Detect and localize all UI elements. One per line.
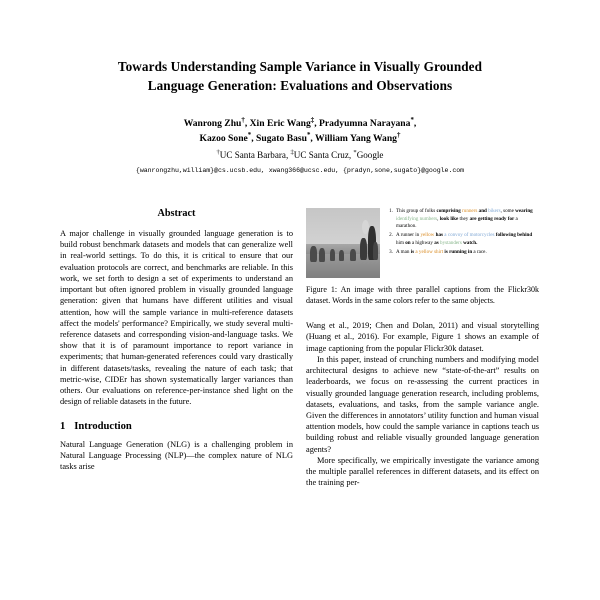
photo-figure-blob — [339, 250, 344, 261]
right-column-paragraph-2: In this paper, instead of crunching numbers and modifying model architectural designs to achieve new “state-of-the-art” results on leaderboards, we focus on re-assessing the current practices in visually grounded language generation research, including problems, datasets, evaluations, and tasks, from the sample variance angle. Given the differences in annotators’ utility function and human visual attention models, how could the sample variance in captions teach us building robust and reliable visually grounded language generation agents? — [306, 354, 539, 454]
caption-segment-blue: bikers — [486, 208, 501, 214]
right-column-body — [306, 320, 539, 488]
caption-segment-bold: look like — [439, 215, 459, 222]
caption-segment-bold: are getting ready for — [469, 215, 515, 222]
figure-1 — [306, 208, 539, 306]
caption-segment-bold: has — [435, 232, 444, 239]
caption-segment-plain: A man — [396, 249, 411, 256]
caption-segment-orange: yellow — [420, 232, 435, 239]
introduction-heading-label: Introduction — [74, 420, 132, 432]
abstract-body — [60, 228, 293, 408]
photo-figure-blob — [373, 242, 378, 260]
figure-1-image — [306, 208, 380, 278]
author-name-william-yang-wang: William Yang Wang — [315, 133, 397, 145]
author-name-wanrong-zhu: Wanrong Zhu — [183, 118, 242, 130]
author-name-kazoo-sone: Kazoo Sone — [199, 133, 248, 145]
author-mark-xin-eric-wang: ‡ — [310, 117, 315, 125]
affiliation-mark-ucsc: ‡ — [290, 148, 294, 156]
figure-1-content — [306, 208, 539, 278]
parallel-caption-item — [386, 232, 539, 247]
caption-segment-bold: wearing — [515, 208, 533, 214]
caption-segment-blue: a convoy of motorcycles — [443, 232, 496, 239]
caption-segment-orange: runners — [460, 208, 479, 214]
right-column — [306, 208, 539, 600]
parallel-caption-text — [396, 232, 539, 247]
abstract-heading: Abstract — [157, 208, 196, 219]
abstract-text: A major challenge in visually grounded language generation is to build robust benchmark datasets and models that can generalize well in real-world settings. To do this, it is critical to ensure that our evaluation protocols are correct, and benchmarks are reliable. In this work, we set forth to design a set of experiments to understand an important but often ignored problem in visually grounded language generation: given that humans have different utilities and visual attention, how will the sample variance in multi-reference datasets affect the models' performance? Empirically, we study several multi-reference datasets and corresponding vision-and-language tasks. We show that it is of paramount importance to report variance in experiments; that human-generated references could vary drastically in different datasets/tasks, revealing the nature of each task; that metric-wise, CIDEr has shown systematically larger variances than others. Our evaluations on reference-per-instance shed light on the design of reliable datasets in the future. — [60, 229, 293, 407]
photo-figure-blob — [319, 248, 325, 262]
photo-figure-blob — [310, 246, 317, 262]
parallel-caption-text — [396, 249, 539, 257]
caption-segment-plain: , some — [500, 208, 516, 214]
photo-figure-blob — [362, 220, 369, 234]
caption-segment-bold: on — [405, 240, 411, 247]
caption-segment-green: identifying numbers — [396, 215, 438, 222]
caption-segment-bold: following behind — [495, 232, 533, 239]
affiliation-ucsb: UC Santa Barbara — [219, 149, 286, 160]
author-mark-william-yang-wang: † — [396, 131, 401, 139]
author-name-pradyumna-narayana: Pradyumna Narayana — [319, 118, 411, 130]
caption-segment-plain: a highway — [410, 240, 435, 247]
author-mark-pradyumna-narayana: * — [410, 117, 414, 125]
caption-segment-bold: as — [434, 240, 439, 247]
page-title-line-2: Language Generation: Evaluations and Observations — [147, 77, 453, 93]
caption-segment-plain: A runner in — [396, 232, 421, 239]
photo-figure-blob — [360, 238, 367, 260]
introduction-body — [60, 439, 293, 473]
author-mark-wanrong-zhu: † — [241, 117, 245, 125]
caption-segment-bold: is running in — [444, 249, 473, 256]
title-block — [0, 0, 600, 175]
affiliation-mark-google: * — [353, 148, 357, 156]
caption-segment-plain: they — [458, 215, 470, 222]
caption-segment-plain: This group of folks — [396, 208, 437, 214]
author-list — [62, 117, 538, 146]
page-title-line-1: Towards Understanding Sample Variance in Visually Grounded — [117, 59, 483, 74]
affiliation-ucsc: UC Santa Cruz — [293, 149, 349, 160]
caption-segment-plain: , — [437, 215, 440, 222]
parallel-caption-number: 2. — [389, 232, 393, 239]
caption-segment-bold: comprising — [436, 208, 461, 214]
parallel-caption-number: 3. — [389, 249, 393, 256]
introduction-paragraph-1: Natural Language Generation (NLG) is a challenging problem in Natural Language Processing (NLP)—the complex nature of NLG tasks arise — [60, 439, 293, 471]
body-columns — [0, 208, 600, 600]
figure-1-caption: Figure 1: An image with three parallel captions from the Flickr30k dataset. Words in the same colors refer to the same objects. — [306, 285, 539, 305]
parallel-caption-number: 1. — [389, 208, 393, 214]
caption-segment-plain: a marathon. — [396, 215, 518, 230]
caption-segment-bold: watch. — [463, 240, 478, 247]
caption-segment-green: bystanders — [438, 240, 464, 247]
caption-segment-bold: and — [478, 208, 487, 214]
parallel-caption-item — [386, 249, 539, 257]
introduction-section-number: 1 — [60, 420, 66, 432]
page-title — [62, 58, 538, 95]
photo-figure-blob — [330, 249, 335, 261]
left-column — [60, 208, 293, 600]
author-mark-kazoo-sone: * — [247, 131, 252, 139]
right-column-paragraph-1: Wang et al., 2019; Chen and Dolan, 2011) and visual storytelling (Huang et al., 2016). For example, Figure 1 shows an example of image captioning from the popular Flickr30k dataset. — [306, 321, 539, 353]
affiliation-line: †UC Santa Barbara, ‡UC Santa Cruz, *Google — [216, 148, 384, 160]
contact-emails: {wanrongzhu,william}@cs.ucsb.edu, xwang366@ucsc.edu, {pradyn,sone,sugato}@google.com — [135, 167, 465, 175]
author-name-sugato-basu: Sugato Basu — [256, 133, 307, 145]
author-mark-sugato-basu: * — [306, 131, 311, 139]
introduction-heading — [60, 421, 293, 432]
caption-segment-plain: him — [396, 240, 406, 247]
figure-1-parallel-captions — [386, 208, 539, 258]
parallel-caption-text — [396, 208, 539, 231]
affiliation-google: Google — [356, 149, 384, 160]
author-line-2: Kazoo Sone*, Sugato Basu*, William Yang Wang† — [199, 131, 401, 145]
caption-segment-plain: a race. — [472, 249, 487, 256]
affiliation-mark-ucsb: † — [216, 148, 220, 156]
author-line-1: Wanrong Zhu†, Xin Eric Wang‡, Pradyumna Narayana*, — [183, 117, 417, 130]
caption-segment-orange: a yellow shirt — [414, 249, 445, 256]
parallel-caption-item — [386, 208, 539, 231]
right-column-paragraph-3: More specifically, we empirically investigate the variance among the multiple parallel references in different datasets, and its effect on the training per- — [306, 455, 539, 488]
author-name-xin-eric-wang: Xin Eric Wang — [249, 118, 311, 130]
caption-segment-bold: is — [410, 249, 415, 256]
photo-figure-blob — [350, 249, 356, 261]
